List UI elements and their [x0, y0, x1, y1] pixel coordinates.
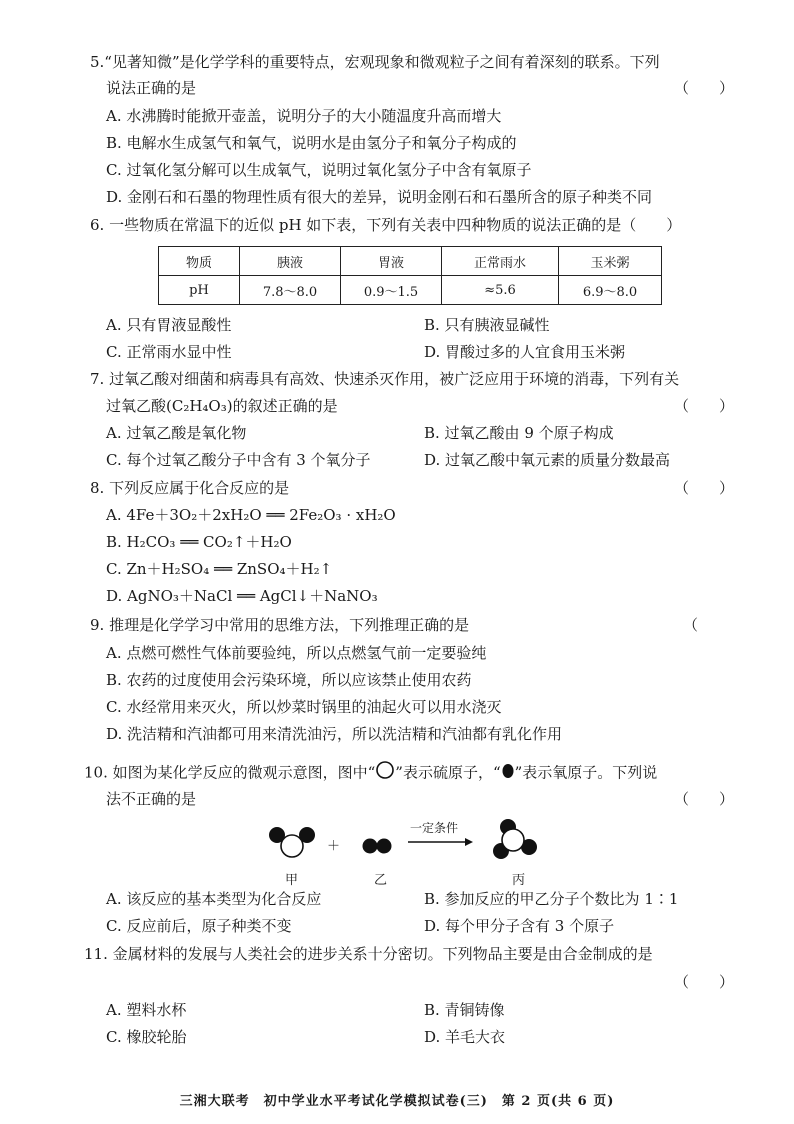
q9-option-a: A. 点燃可燃性气体前要验纯，所以点燃氢气前一定要验纯 — [106, 644, 487, 662]
ph-table-cell: ≈5.6 — [442, 276, 559, 305]
q8-option-a: A. 4Fe＋3O₂＋2xH₂O ══ 2Fe₂O₃ · xH₂O — [106, 506, 396, 524]
q8-option-d: D. AgNO₃＋NaCl ══ AgCl↓＋NaNO₃ — [106, 587, 378, 605]
ph-table-header: 胰液 — [240, 247, 341, 276]
q6-option-c: C. 正常雨水显中性 — [106, 343, 232, 361]
q11-option-c: C. 橡胶轮胎 — [106, 1028, 187, 1046]
ph-table-cell: 0.9～1.5 — [341, 276, 442, 305]
q8-option-b: B. H₂CO₃ ══ CO₂↑＋H₂O — [106, 533, 292, 551]
q5-option-c: C. 过氧化氢分解可以生成氧气，说明过氧化氢分子中含有氧原子 — [106, 161, 532, 179]
q5-answer-paren: （ ） — [673, 79, 734, 97]
sulfur-atom-icon — [375, 760, 395, 787]
q10-stem-part2: ”表示硫原子，“ — [395, 763, 501, 782]
q5-option-a: A. 水沸腾时能掀开壶盖，说明分子的大小随温度升高而增大 — [106, 107, 502, 125]
q7-stem-line1: 7. 过氧乙酸对细菌和病毒具有高效、快速杀灭作用，被广泛应用于环境的消毒，下列有关 — [90, 370, 680, 388]
q10-option-a: A. 该反应的基本类型为化合反应 — [106, 890, 322, 908]
q11-option-d: D. 羊毛大衣 — [424, 1028, 506, 1046]
ph-table-header-row — [159, 247, 662, 276]
ph-table — [158, 246, 662, 305]
q9-answer-paren: （ — [682, 616, 698, 634]
q10-option-c: C. 反应前后，原子种类不变 — [106, 917, 292, 935]
q8-option-c: C. Zn＋H₂SO₄ ══ ZnSO₄＋H₂↑ — [106, 560, 333, 578]
q7-option-b: B. 过氧乙酸由 9 个原子构成 — [424, 424, 614, 442]
q9-option-d: D. 洗洁精和汽油都可用来清洗油污，所以洗洁精和汽油都有乳化作用 — [106, 725, 563, 743]
q5-stem-line2: 说法正确的是 — [106, 79, 197, 97]
reaction-diagram — [260, 813, 560, 888]
ph-table-header: 正常雨水 — [442, 247, 559, 276]
q10-option-d: D. 每个甲分子含有 3 个原子 — [424, 917, 615, 935]
q9-stem: 9. 推理是化学学习中常用的思维方法，下列推理正确的是 — [90, 616, 470, 634]
ph-table-header: 物质 — [159, 247, 240, 276]
q6-stem: 6. 一些物质在常温下的近似 pH 如下表，下列有关表中四种物质的说法正确的是（ ） — [90, 216, 682, 234]
q7-stem-line2: 过氧乙酸(C₂H₄O₃)的叙述正确的是 — [106, 397, 338, 415]
q6-option-a: A. 只有胃液显酸性 — [106, 316, 232, 334]
molecule-bing-icon — [493, 819, 537, 859]
ph-table-row — [159, 276, 662, 305]
q7-option-a: A. 过氧乙酸是氧化物 — [106, 424, 247, 442]
q6-option-b: B. 只有胰液显碱性 — [424, 316, 550, 334]
ph-table-cell: 6.9～8.0 — [559, 276, 662, 305]
q7-option-d: D. 过氧乙酸中氧元素的质量分数最高 — [424, 451, 671, 469]
diagram-plus: ＋ — [327, 839, 341, 854]
q7-option-c: C. 每个过氧乙酸分子中含有 3 个氧分子 — [106, 451, 371, 469]
q11-option-a: A. 塑料水杯 — [106, 1001, 187, 1019]
reaction-condition: 一定条件 — [410, 821, 459, 835]
q5-option-b: B. 电解水生成氢气和氧气，说明水是由氢分子和氧分子构成的 — [106, 134, 517, 152]
q10-option-b: B. 参加反应的甲乙分子个数比为 1∶1 — [424, 890, 679, 908]
q7-answer-paren: （ ） — [673, 397, 734, 415]
q11-answer-paren: （ ） — [673, 973, 734, 991]
q10-stem-part1: 10. 如图为某化学反应的微观示意图，图中“ — [84, 763, 376, 782]
ph-table-cell: 7.8～8.0 — [240, 276, 341, 305]
oxygen-atom-icon — [501, 762, 515, 786]
ph-table-cell: pH — [159, 276, 240, 305]
label-jia: 甲 — [285, 873, 299, 888]
ph-table-header: 胃液 — [341, 247, 442, 276]
molecule-yi-icon — [363, 839, 392, 854]
q11-option-b: B. 青铜铸像 — [424, 1001, 505, 1019]
q10-stem-part3: ”表示氧原子。下列说 — [514, 763, 658, 782]
ph-table-header: 玉米粥 — [559, 247, 662, 276]
q10-stem-line2: 法不正确的是 — [106, 790, 197, 808]
label-yi: 乙 — [374, 873, 388, 888]
q5-stem-line1: 5.“见著知微”是化学学科的重要特点，宏观现象和微观粒子之间有着深刻的联系。下列 — [90, 53, 660, 71]
q6-option-d: D. 胃酸过多的人宜食用玉米粥 — [424, 343, 626, 361]
q10-stem-line1 — [84, 760, 734, 787]
label-bing: 丙 — [512, 873, 526, 888]
q5-option-d: D. 金刚石和石墨的物理性质有很大的差异，说明金刚石和石墨所含的原子种类不同 — [106, 188, 653, 206]
q10-answer-paren: （ ） — [673, 790, 734, 808]
molecule-jia-icon — [269, 827, 315, 857]
q11-stem: 11. 金属材料的发展与人类社会的进步关系十分密切。下列物品主要是由合金制成的是 — [84, 945, 653, 963]
page-footer: 三湘大联考 初中学业水平考试化学模拟试卷(三) 第 2 页(共 6 页) — [179, 1094, 615, 1109]
q9-option-c: C. 水经常用来灭火，所以炒菜时锅里的油起火可以用水浇灭 — [106, 698, 502, 716]
q8-answer-paren: （ ） — [673, 479, 734, 497]
q9-option-b: B. 农药的过度使用会污染环境，所以应该禁止使用农药 — [106, 671, 472, 689]
q8-stem: 8. 下列反应属于化合反应的是 — [90, 479, 290, 497]
